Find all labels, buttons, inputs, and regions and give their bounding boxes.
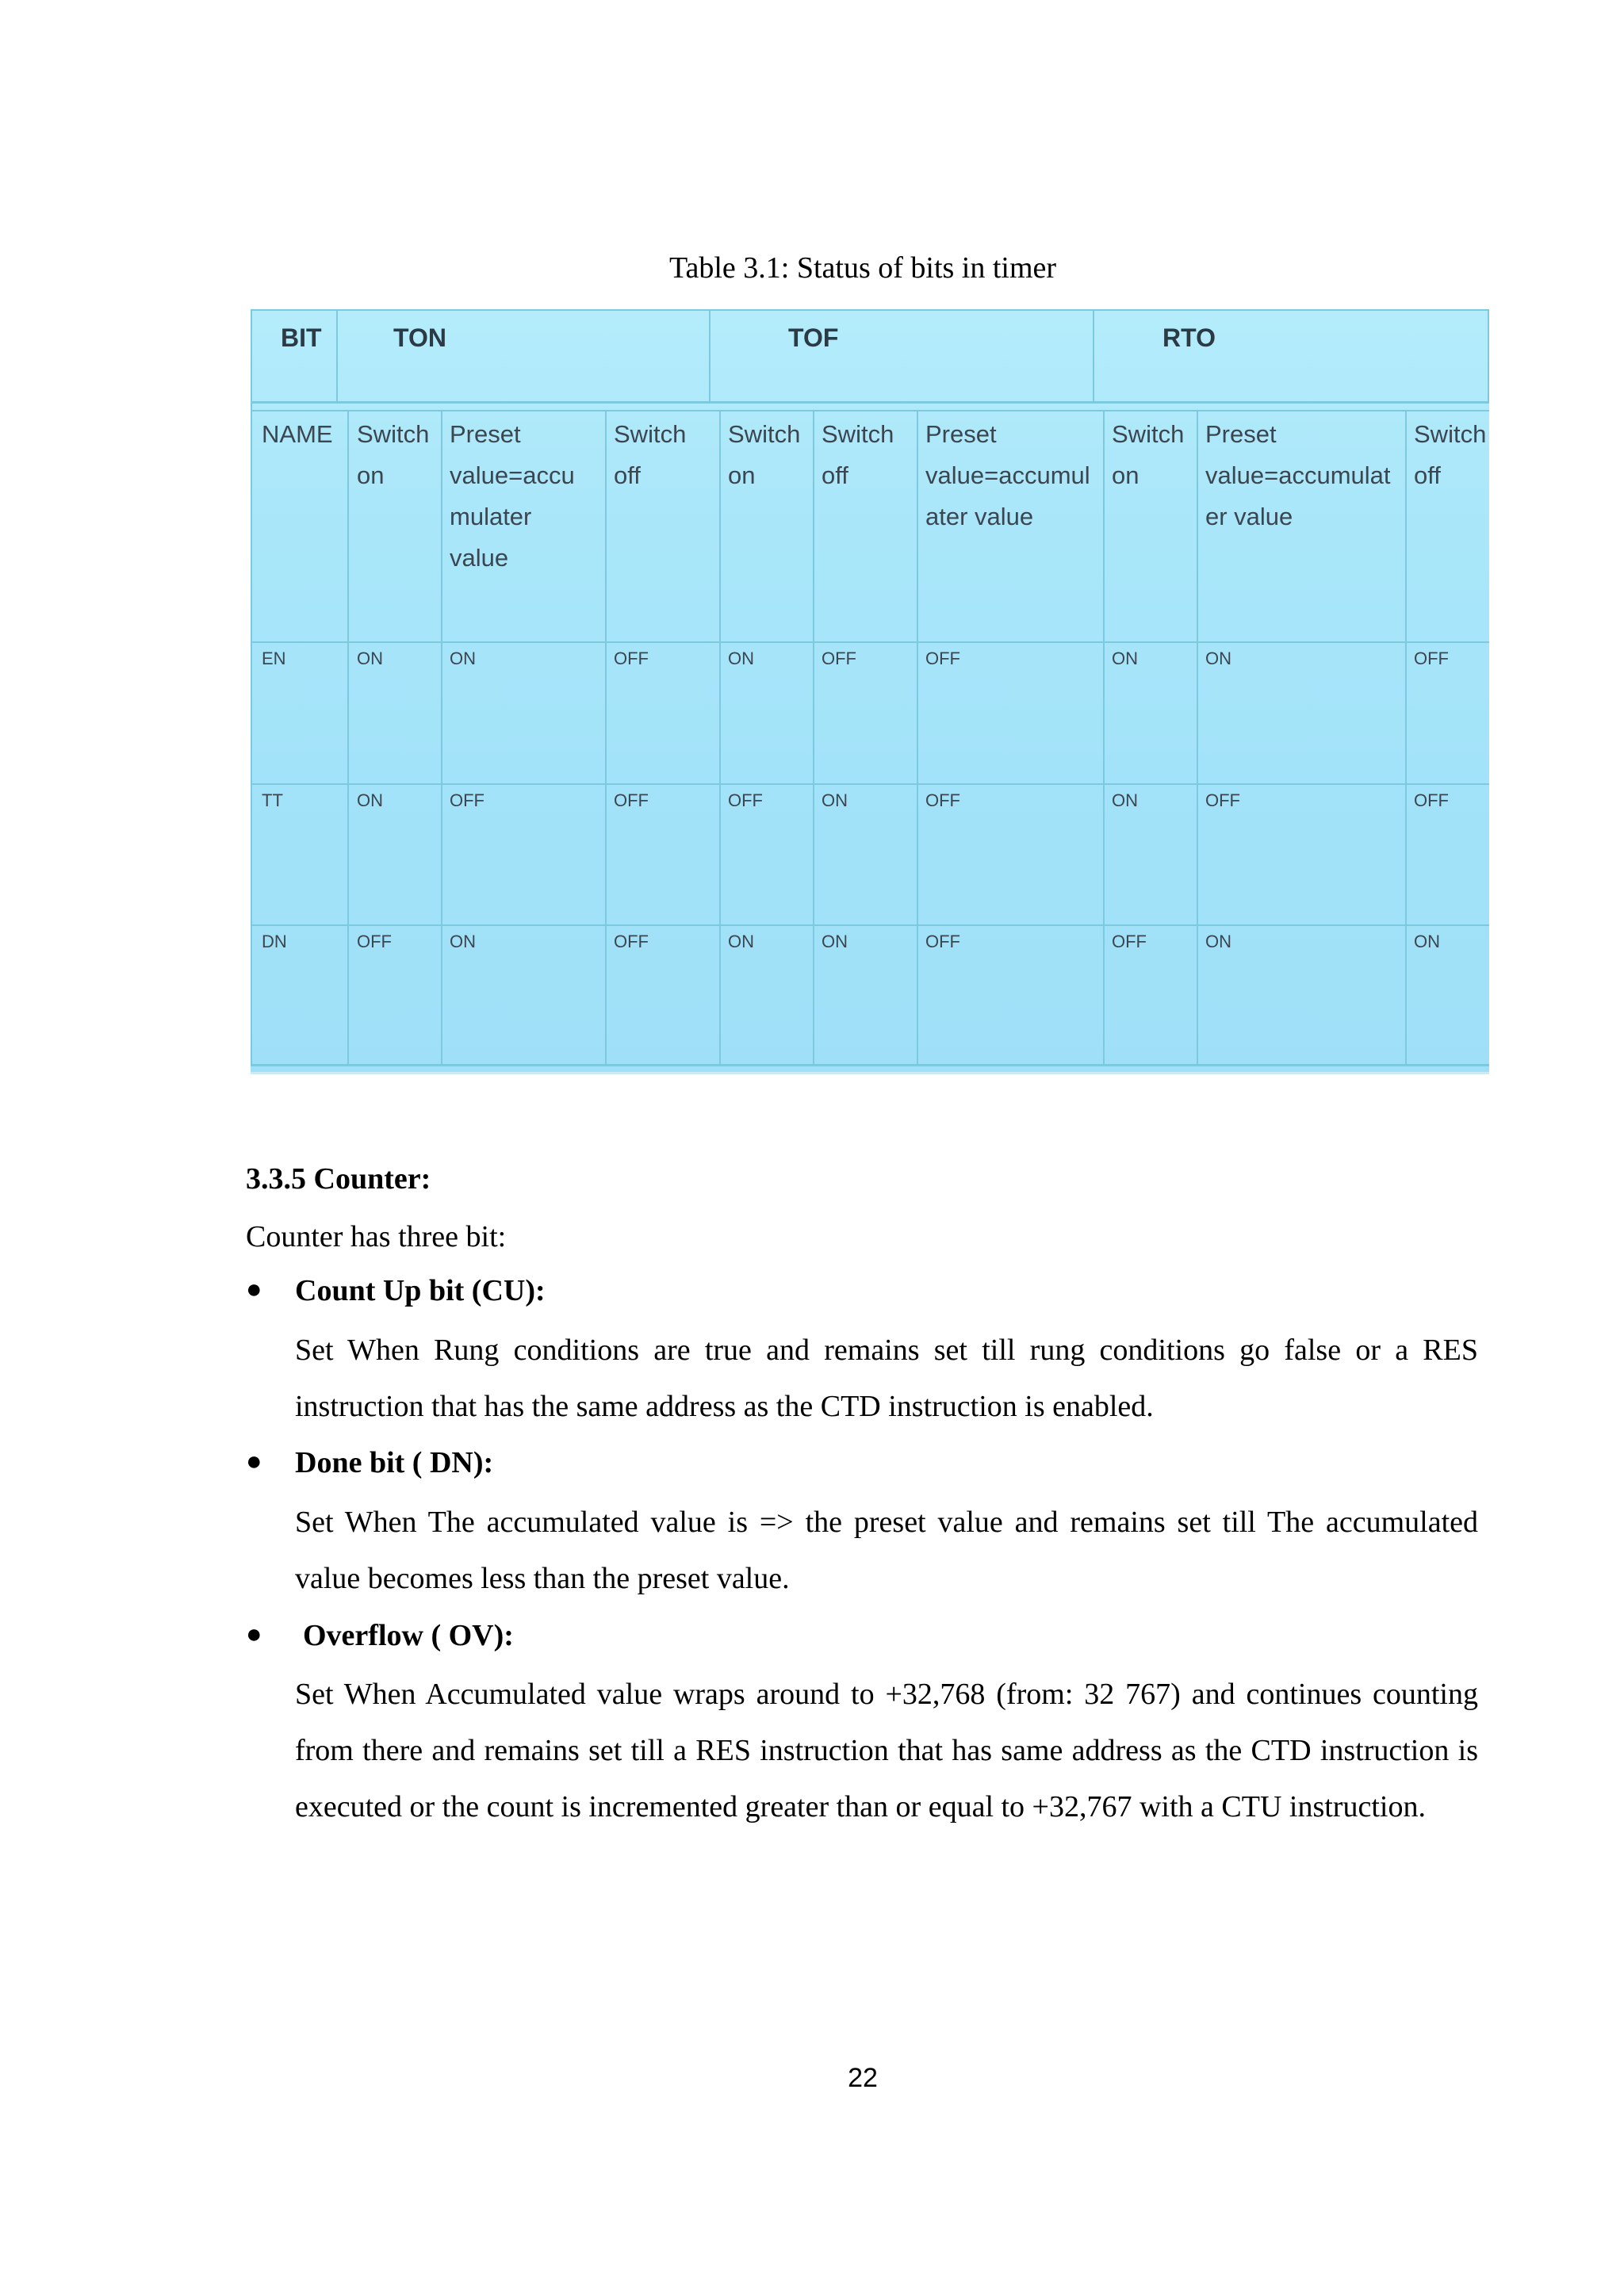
table-border-left [251,309,252,1064]
subheader-cell: Preset value=accu mulater value [450,420,575,572]
header-col-divider [1093,309,1094,401]
table-cell: EN [262,649,286,668]
table-cell: ON [1205,932,1231,951]
col-divider [719,410,721,1064]
col-divider [1103,410,1105,1064]
subheader-cell: Switch off [1414,420,1487,489]
col-divider [917,410,918,1064]
table-cell: ON [1112,790,1138,810]
subheader-cell: Switch off [822,420,894,489]
subheader-cell: Switch on [1112,420,1185,489]
col-divider [605,410,607,1064]
bullet-text-cu: Set When Rung conditions are true and remains set till rung conditions go false or a RES instruction that has the same address as the CTD instruction is enabled. [295,1334,1478,1423]
bullet-dot: ● [246,1620,262,1649]
col-divider [347,410,349,1064]
table-border-top [251,309,1489,311]
header-divider-lower [251,410,1489,411]
table-cell: OFF [614,932,649,951]
table-cell: ON [1205,649,1231,668]
table-cell: OFF [1414,649,1449,668]
col-divider [1405,410,1407,1064]
subheader-name: NAME [262,420,333,448]
row-divider [251,924,1489,926]
col-divider [813,410,814,1064]
table-cell: OFF [925,932,960,951]
table-cell: ON [1414,932,1440,951]
row-divider [251,783,1489,785]
table-cell: OFF [357,932,392,951]
table-cell: OFF [925,649,960,668]
table-cell: OFF [614,649,649,668]
section-intro: Counter has three bit: [246,1220,507,1253]
table-cell: OFF [614,790,649,810]
table-caption: Table 3.1: Status of bits in timer [668,251,1057,285]
header-bit: BIT [281,323,322,352]
table-cell: OFF [1112,932,1147,951]
row-divider [251,641,1489,643]
table-cell: OFF [450,790,485,810]
table-cell: ON [357,649,383,668]
table-cell: ON [728,932,754,951]
subheader-cell: Preset value=accumulat er value [1205,420,1391,530]
subheader-cell: Switch on [728,420,801,489]
header-tof: TOF [788,323,839,352]
page-number: 22 [848,2063,878,2093]
timer-bit-status-table [251,309,1489,1072]
col-divider [441,410,442,1064]
table-cell: OFF [1205,790,1240,810]
table-cell: ON [450,932,476,951]
table-cell: ON [450,649,476,668]
col-divider [1197,410,1198,1064]
bullet-dot: ● [246,1275,262,1304]
table-border-bottom [251,1064,1489,1066]
bullet-label-cu: Count Up bit (CU): [295,1274,546,1307]
section-heading: 3.3.5 Counter: [246,1162,431,1196]
header-col-divider [336,309,338,401]
bullet-label-ov: Overflow ( OV): [303,1619,514,1652]
table-cell: ON [728,649,754,668]
table-cell: OFF [1414,790,1449,810]
bullet-text-ov: Set When Accumulated value wraps around to +32,768 (from: 32 767) and continues counting from there and remains set till a RES instruction that has same address as the CTD instruction is executed or the count is incremented greater than or equal to +32,767 with a CTU instruction. [295,1678,1478,1823]
header-ton: TON [393,323,446,352]
table-cell: OFF [822,649,856,668]
table-cell: OFF [728,790,763,810]
subheader-cell: Switch off [614,420,687,489]
header-divider [251,401,1489,404]
table-cell: ON [1112,649,1138,668]
bullet-text-dn: Set When The accumulated value is => the preset value and remains set till The accumulated value becomes less than the preset value. [295,1506,1478,1595]
header-col-divider [709,309,710,401]
table-cell: TT [262,790,283,810]
table-cell: ON [357,790,383,810]
subheader-cell: Switch on [357,420,430,489]
header-rto: RTO [1162,323,1216,352]
bullet-label-dn: Done bit ( DN): [295,1446,494,1479]
table-cell: ON [822,790,848,810]
table-cell: ON [822,932,848,951]
table-cell: DN [262,932,287,951]
bullet-dot: ● [246,1447,262,1476]
subheader-cell: Preset value=accumul ater value [925,420,1090,530]
header-col-divider [1488,309,1489,401]
table-cell: OFF [925,790,960,810]
